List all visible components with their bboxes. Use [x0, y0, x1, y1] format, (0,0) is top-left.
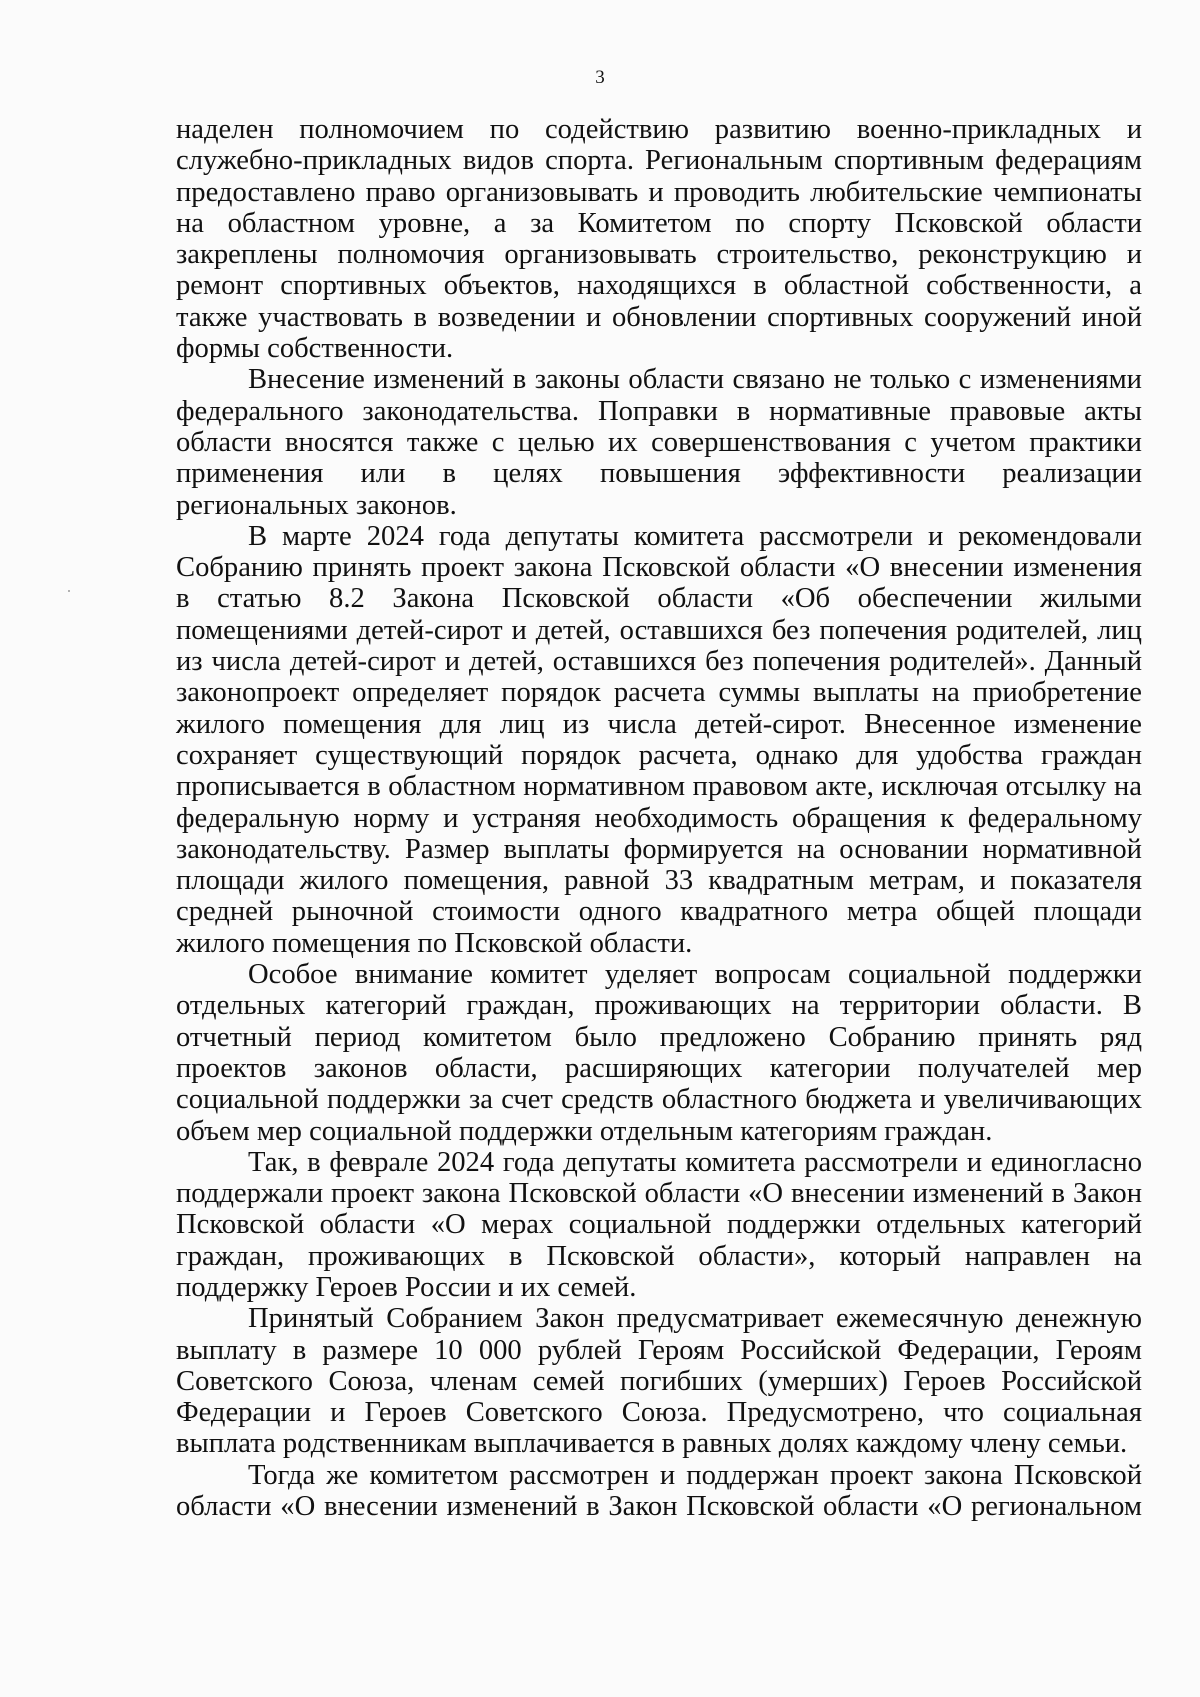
paragraph-law-amendments: Внесение изменений в законы области связано не только с изменениями федерального законодательства. Поправки в нормативные правовые акты области вносятся также с целью их совершенствования с учетом практики применения или в целях повышения эффективности реализации региональных законов. [176, 364, 1142, 521]
paragraph-orphans-housing: В марте 2024 года депутаты комитета рассмотрели и рекомендовали Собранию принять проект закона Псковской области «О внесении изменения в статью 8.2 Закона Псковской области «Об обеспечении жилыми помещениями детей-сирот и детей, оставшихся без попечения родителей, лиц из числа детей-сирот и детей, оставшихся без попечения родителей». Данный законопроект определяет порядок расчета суммы выплаты на приобретение жилого помещения для лиц из числа детей-сирот. Внесенное изменение сохраняет существующий порядок расчета, однако для удобства граждан прописывается в областном нормативном правовом акте, исключая отсылку на федеральную норму и устраняя необходимость обращения к федеральному законодательству. Размер выплаты формируется на основании нормативной площади жилого помещения, равной 33 квадратным метрам, и показателя средней рыночной стоимости одного квадратного метра общей площади жилого помещения по Псковской области. [176, 520, 1142, 959]
paragraph-social-support: Особое внимание комитет уделяет вопросам социальной поддержки отдельных категорий граждан, проживающих на территории области. В отчетный период комитетом было предложено Собранию принять ряд проектов законов области, расширяющих категории получателей мер социальной поддержки за счет средств областного бюджета и увеличивающих объем мер социальной поддержки отдельным категориям граждан. [176, 959, 1142, 1147]
document-body [176, 114, 1142, 1522]
paragraph-heroes-bill: Так, в феврале 2024 года депутаты комитета рассмотрели и единогласно поддержали проект закона Псковской области «О внесении изменений в Закон Псковской области «О мерах социальной поддержки отдельных категорий граждан, проживающих в Псковской области», который направлен на поддержку Героев России и их семей. [176, 1146, 1142, 1303]
paragraph-heroes-payment: Принятый Собранием Закон предусматривает ежемесячную денежную выплату в размере 10 000 рублей Героям Российской Федерации, Героям Советского Союза, членам семей погибших (умерших) Героев Российской Федерации и Героев Советского Союза. Предусмотрено, что социальная выплата родственникам выплачивается в равных долях каждому члену семьи. [176, 1303, 1142, 1460]
paragraph-sports-powers: наделен полномочием по содействию развитию военно-прикладных и служебно-прикладных видов спорта. Региональным спортивным федерациям предоставлено право организовывать и проводить любительские чемпионаты на областном уровне, а за Комитетом по спорту Псковской области закреплены полномочия организовывать строительство, реконструкцию и ремонт спортивных объектов, находящихся в областной собственности, а также участвовать в возведении и обновлении спортивных сооружений иной формы собственности. [176, 114, 1142, 365]
paragraph-regional-law: Тогда же комитетом рассмотрен и поддержан проект закона Псковской области «О внесении изменений в Закон Псковской области «О региональном [176, 1459, 1142, 1523]
scan-speck [68, 590, 70, 592]
page-number: 3 [595, 67, 605, 88]
